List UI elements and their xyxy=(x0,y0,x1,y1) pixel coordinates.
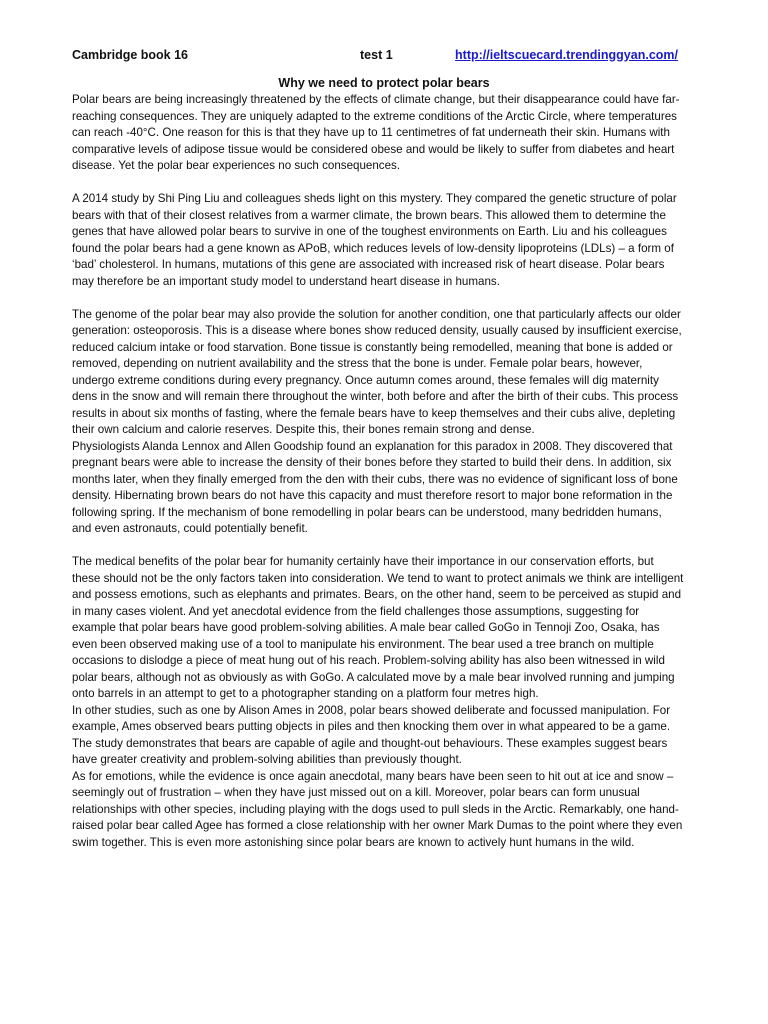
paragraph-5: The medical benefits of the polar bear for humanity certainly have their importance in our conservation efforts, but these should not be the only factors taken into consideration. We tend to want to protect animals we think are intelligent and possess emotions, such as elephants and primates. Bears, on the other hand, seem to be perceived as stupid and in many cases violent. And yet anecdotal evidence from the field challenges those assumptions, suggesting for example that polar bears have good problem-solving abilities. A male bear called GoGo in Tennoji Zoo, Osaka, has even been observed making use of a tool to manipulate his environment. The bear used a tree branch on multiple occasions to dislodge a piece of meat hung out of his reach. Problem-solving ability has also been witnessed in wild polar bears, although not as obviously as with GoGo. A calculated move by a male bear involved running and jumping onto barrels in an attempt to get to a photographer standing on a platform four metres high. xyxy=(72,555,684,700)
paragraph-3: The genome of the polar bear may also provide the solution for another condition, one that particularly affects our older generation: osteoporosis. This is a disease where bones show reduced density, usually caused by insufficient exercise, reduced calcium intake or food starvation. Bone tissue is constantly being remodelled, meaning that bone is added or removed, depending on nutrient availability and the stress that the bone is under. Female polar bears, however, undergo extreme conditions during every pregnancy. Once autumn comes around, these females will dig maternity dens in the snow and will remain there throughout the winter, both before and after the birth of their cubs. This process results in about six months of fasting, where the female bears have to keep themselves and their cubs alive, depleting their own calcium and calorie reserves. Despite this, their bones remain strong and dense. xyxy=(72,307,682,436)
paragraph-7: As for emotions, while the evidence is once again anecdotal, many bears have been seen to hit out at ice and snow – seemingly out of frustration – when they have just missed out on a kill. Moreover, polar bears can form unusual relationships with other species, including playing with the dogs used to pull sleds in the Arctic. Remarkably, one hand-raised polar bear called Agee has formed a close relationship with her owner Mark Dumas to the point where they even swim together. This is even more astonishing since polar bears are known to actively hunt humans in the wild. xyxy=(72,769,683,849)
page-header xyxy=(72,46,682,64)
paragraph-1: Polar bears are being increasingly threatened by the effects of climate change, but their disappearance could have far-reaching consequences. They are uniquely adapted to the extreme conditions of the Arctic Circle, where temperatures can reach -40°C. One reason for this is that they have up to 11 centimetres of fat underneath their skin. Humans with comparative levels of adipose tissue would be considered obese and would be likely to suffer from diabetes and heart disease. Yet the polar bear experiences no such consequences. xyxy=(72,93,680,172)
book-label: Cambridge book 16 xyxy=(72,48,188,62)
paragraph-2: A 2014 study by Shi Ping Liu and colleagues sheds light on this mystery. They compared the genetic structure of polar bears with that of their closest relatives from a warmer climate, the brown bears. This allowed them to determine the genes that have allowed polar bears to survive in one of the toughest environments on Earth. Liu and his colleagues found the polar bears had a gene known as APoB, which reduces levels of low-density lipoproteins (LDLs) – a form of ‘bad’ cholesterol. In humans, mutations of this gene are associated with increased risk of heart disease. Polar bears may therefore be an important study model to understand heart disease in humans. xyxy=(72,192,677,288)
source-link[interactable]: http://ieltscuecard.trendinggyan.com/ xyxy=(455,48,678,62)
article-title: Why we need to protect polar bears xyxy=(278,76,490,90)
test-label: test 1 xyxy=(360,48,393,62)
paragraph-4: Physiologists Alanda Lennox and Allen Goodship found an explanation for this paradox in 2008. They discovered that pregnant bears were able to increase the density of their bones before they started to build their dens. In addition, six months later, when they finally emerged from the den with their cubs, there was no evidence of significant loss of bone density. Hibernating brown bears do not have this capacity and must therefore resort to major bone reformation in the following spring. If the mechanism of bone remodelling in polar bears can be understood, many bedridden humans, and even astronauts, could potentially benefit. xyxy=(72,439,678,535)
article-body xyxy=(72,92,684,851)
paragraph-6: In other studies, such as one by Alison Ames in 2008, polar bears showed deliberate and focussed manipulation. For example, Ames observed bears putting objects in piles and then knocking them over in what appeared to be a game. The study demonstrates that bears are capable of agile and thought-out behaviours. These examples suggest bears have greater creativity and problem-solving abilities than previously thought. xyxy=(72,703,671,766)
